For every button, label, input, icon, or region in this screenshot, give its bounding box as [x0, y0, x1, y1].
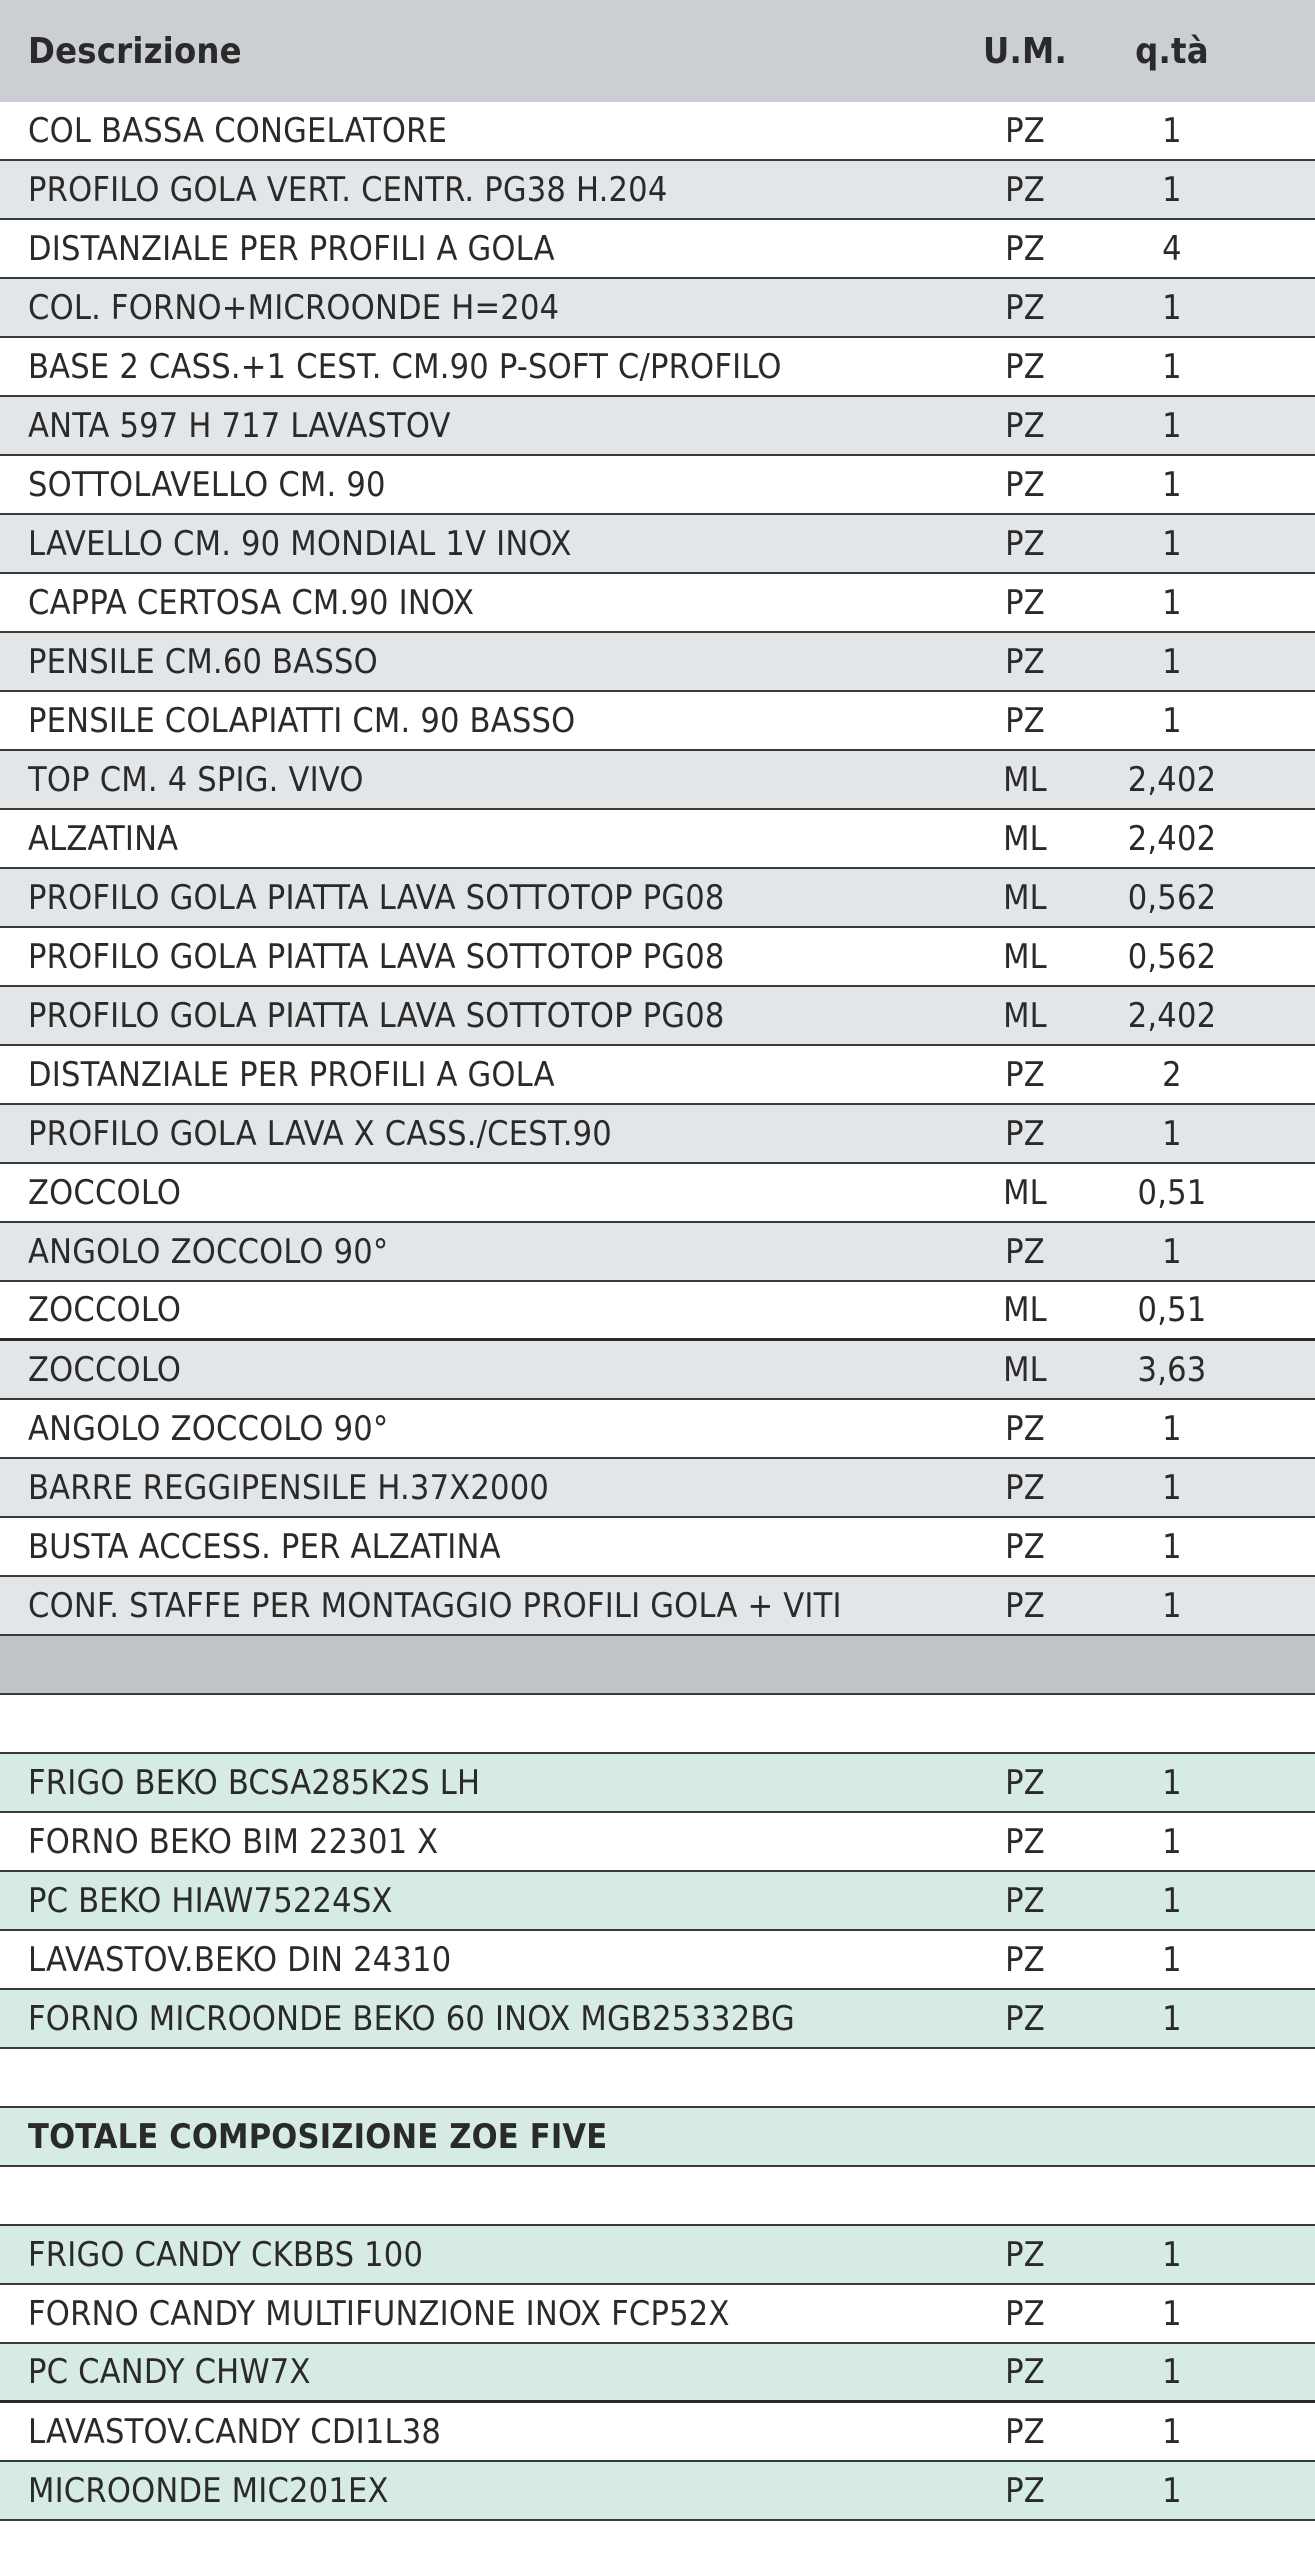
row-quantity: 1: [1162, 2470, 1182, 2511]
row-quantity: 1: [1162, 2234, 1182, 2275]
row-description: FRIGO CANDY CKBBS 100: [28, 2234, 424, 2275]
row-quantity: 1: [1162, 287, 1182, 328]
row-quantity: 1: [1162, 582, 1182, 623]
table-row: [0, 1459, 1315, 1518]
table-header: [0, 0, 1315, 102]
row-description: BARRE REGGIPENSILE H.37X2000: [28, 1467, 550, 1508]
row-description: TOP CM. 4 SPIG. VIVO: [28, 759, 364, 800]
table-row: [0, 1813, 1315, 1872]
table-row: [0, 1577, 1315, 1636]
row-description: PC BEKO HIAW75224SX: [28, 1880, 393, 1921]
table-row: [0, 1046, 1315, 1105]
row-quantity: 1: [1162, 2352, 1182, 2392]
row-unit: ML: [1003, 1172, 1047, 1213]
row-quantity: 1: [1162, 2411, 1182, 2452]
row-unit: PZ: [1005, 1939, 1045, 1980]
row-description: COL BASSA CONGELATORE: [28, 110, 448, 151]
table-row: [0, 633, 1315, 692]
row-quantity: 1: [1162, 1585, 1182, 1626]
row-quantity: 1: [1162, 1998, 1182, 2039]
row-quantity: 0,51: [1137, 1290, 1207, 1330]
row-unit: PZ: [1005, 1467, 1045, 1508]
table-row: [0, 1872, 1315, 1931]
row-unit: PZ: [1005, 1998, 1045, 2039]
row-unit: PZ: [1005, 1054, 1045, 1095]
row-unit: PZ: [1005, 2293, 1045, 2334]
table-row: [0, 1931, 1315, 1990]
row-quantity: 1: [1162, 346, 1182, 387]
row-unit: PZ: [1005, 2234, 1045, 2275]
table-row: [0, 810, 1315, 869]
table-row: [0, 279, 1315, 338]
table-row: [0, 515, 1315, 574]
row-description: PENSILE COLAPIATTI CM. 90 BASSO: [28, 700, 576, 741]
table-row: [0, 1636, 1315, 1695]
table-row: [0, 1223, 1315, 1282]
row-description: CAPPA CERTOSA CM.90 INOX: [28, 582, 475, 623]
row-description: BUSTA ACCESS. PER ALZATINA: [28, 1526, 501, 1567]
table-row: [0, 1164, 1315, 1223]
row-description: ZOCCOLO: [28, 1290, 182, 1330]
row-unit: PZ: [1005, 169, 1045, 210]
row-description: ALZATINA: [28, 818, 179, 859]
table-row: [0, 692, 1315, 751]
table-row: [0, 1282, 1315, 1341]
row-quantity: 0,51: [1137, 1172, 1207, 1213]
row-quantity: 1: [1162, 523, 1182, 564]
row-description: FORNO MICROONDE BEKO 60 INOX MGB25332BG: [28, 1998, 795, 2039]
table-row: [0, 574, 1315, 633]
row-quantity: 1: [1162, 1821, 1182, 1862]
table-row: [0, 161, 1315, 220]
table-row: [0, 2226, 1315, 2285]
row-unit: PZ: [1005, 2470, 1045, 2511]
row-unit: PZ: [1005, 641, 1045, 682]
table-row: [0, 2285, 1315, 2344]
table-row: [0, 397, 1315, 456]
table-row: [0, 928, 1315, 987]
row-unit: PZ: [1005, 700, 1045, 741]
row-unit: PZ: [1005, 1526, 1045, 1567]
row-unit: ML: [1003, 1349, 1047, 1390]
table-row: [0, 2167, 1315, 2226]
table-row: [0, 456, 1315, 515]
row-description: PROFILO GOLA PIATTA LAVA SOTTOTOP PG08: [28, 877, 725, 918]
row-description: ANGOLO ZOCCOLO 90°: [28, 1408, 389, 1449]
row-unit: PZ: [1005, 523, 1045, 564]
row-unit: ML: [1003, 1290, 1047, 1330]
row-quantity: 1: [1162, 700, 1182, 741]
row-quantity: 1: [1162, 1231, 1182, 1272]
row-unit: PZ: [1005, 464, 1045, 505]
row-quantity: 1: [1162, 464, 1182, 505]
row-unit: ML: [1003, 877, 1047, 918]
row-quantity: 2,402: [1127, 759, 1217, 800]
row-description: DISTANZIALE PER PROFILI A GOLA: [28, 228, 555, 269]
row-unit: ML: [1003, 818, 1047, 859]
row-quantity: 1: [1162, 1408, 1182, 1449]
row-unit: PZ: [1005, 228, 1045, 269]
row-quantity: 1: [1162, 1880, 1182, 1921]
table-row: [0, 1990, 1315, 2049]
row-description: BASE 2 CASS.+1 CEST. CM.90 P-SOFT C/PROFILO: [28, 346, 782, 387]
row-unit: PZ: [1005, 346, 1045, 387]
row-quantity: 1: [1162, 1113, 1182, 1154]
table-row: [0, 1341, 1315, 1400]
row-unit: PZ: [1005, 1880, 1045, 1921]
row-quantity: 2,402: [1127, 995, 1217, 1036]
row-description: PROFILO GOLA LAVA X CASS./CEST.90: [28, 1113, 612, 1154]
header-unit: U.M.: [983, 30, 1067, 72]
table-row: [0, 1518, 1315, 1577]
row-quantity: 0,562: [1127, 936, 1217, 977]
table-row: [0, 102, 1315, 161]
header-description: Descrizione: [28, 30, 242, 72]
table-row: [0, 1105, 1315, 1164]
row-unit: ML: [1003, 995, 1047, 1036]
row-description: DISTANZIALE PER PROFILI A GOLA: [28, 1054, 555, 1095]
row-description: PROFILO GOLA VERT. CENTR. PG38 H.204: [28, 169, 668, 210]
row-description: ANTA 597 H 717 LAVASTOV: [28, 405, 451, 446]
table-row: [0, 2462, 1315, 2521]
row-description: PROFILO GOLA PIATTA LAVA SOTTOTOP PG08: [28, 936, 725, 977]
row-quantity: 1: [1162, 1939, 1182, 1980]
row-unit: PZ: [1005, 287, 1045, 328]
table-row: [0, 2403, 1315, 2462]
row-description: FORNO BEKO BIM 22301 X: [28, 1821, 439, 1862]
row-unit: PZ: [1005, 1821, 1045, 1862]
table-row: [0, 2344, 1315, 2403]
table-row: [0, 987, 1315, 1046]
header-quantity: q.tà: [1135, 30, 1209, 72]
table-row: [0, 1400, 1315, 1459]
row-description: MICROONDE MIC201EX: [28, 2470, 389, 2511]
row-description: COL. FORNO+MICROONDE H=204: [28, 287, 560, 328]
row-quantity: 1: [1162, 169, 1182, 210]
row-quantity: 1: [1162, 1762, 1182, 1803]
table-body: [0, 102, 1315, 2521]
row-description: FRIGO BEKO BCSA285K2S LH: [28, 1762, 481, 1803]
table-row: [0, 338, 1315, 397]
table-row: [0, 220, 1315, 279]
row-description: ZOCCOLO: [28, 1172, 182, 1213]
table-row: [0, 869, 1315, 928]
row-description: PENSILE CM.60 BASSO: [28, 641, 378, 682]
row-quantity: 2,402: [1127, 818, 1217, 859]
row-description: LAVASTOV.CANDY CDI1L38: [28, 2411, 442, 2452]
row-description: SOTTOLAVELLO CM. 90: [28, 464, 386, 505]
row-unit: PZ: [1005, 405, 1045, 446]
row-unit: PZ: [1005, 1762, 1045, 1803]
row-unit: PZ: [1005, 582, 1045, 623]
row-unit: PZ: [1005, 1585, 1045, 1626]
row-description: TOTALE COMPOSIZIONE ZOE FIVE: [28, 2116, 608, 2157]
row-quantity: 1: [1162, 110, 1182, 151]
row-unit: PZ: [1005, 1408, 1045, 1449]
row-unit: ML: [1003, 759, 1047, 800]
table-row: [0, 1754, 1315, 1813]
row-unit: PZ: [1005, 2411, 1045, 2452]
row-description: ANGOLO ZOCCOLO 90°: [28, 1231, 389, 1272]
table-row: [0, 2108, 1315, 2167]
row-quantity: 1: [1162, 405, 1182, 446]
row-quantity: 1: [1162, 1526, 1182, 1567]
row-quantity: 1: [1162, 641, 1182, 682]
row-unit: ML: [1003, 936, 1047, 977]
row-description: CONF. STAFFE PER MONTAGGIO PROFILI GOLA + VITI: [28, 1585, 842, 1626]
row-quantity: 4: [1162, 228, 1182, 269]
row-quantity: 0,562: [1127, 877, 1217, 918]
table-row: [0, 1695, 1315, 1754]
row-description: ZOCCOLO: [28, 1349, 182, 1390]
table-row: [0, 751, 1315, 810]
row-unit: PZ: [1005, 110, 1045, 151]
row-description: LAVASTOV.BEKO DIN 24310: [28, 1939, 452, 1980]
row-quantity: 1: [1162, 1467, 1182, 1508]
row-unit: PZ: [1005, 1113, 1045, 1154]
row-unit: PZ: [1005, 1231, 1045, 1272]
table-row: [0, 2049, 1315, 2108]
row-description: PC CANDY CHW7X: [28, 2352, 311, 2392]
row-description: FORNO CANDY MULTIFUNZIONE INOX FCP52X: [28, 2293, 730, 2334]
row-quantity: 3,63: [1137, 1349, 1207, 1390]
row-quantity: 1: [1162, 2293, 1182, 2334]
row-unit: PZ: [1005, 2352, 1045, 2392]
row-quantity: 2: [1162, 1054, 1182, 1095]
row-description: LAVELLO CM. 90 MONDIAL 1V INOX: [28, 523, 572, 564]
row-description: PROFILO GOLA PIATTA LAVA SOTTOTOP PG08: [28, 995, 725, 1036]
